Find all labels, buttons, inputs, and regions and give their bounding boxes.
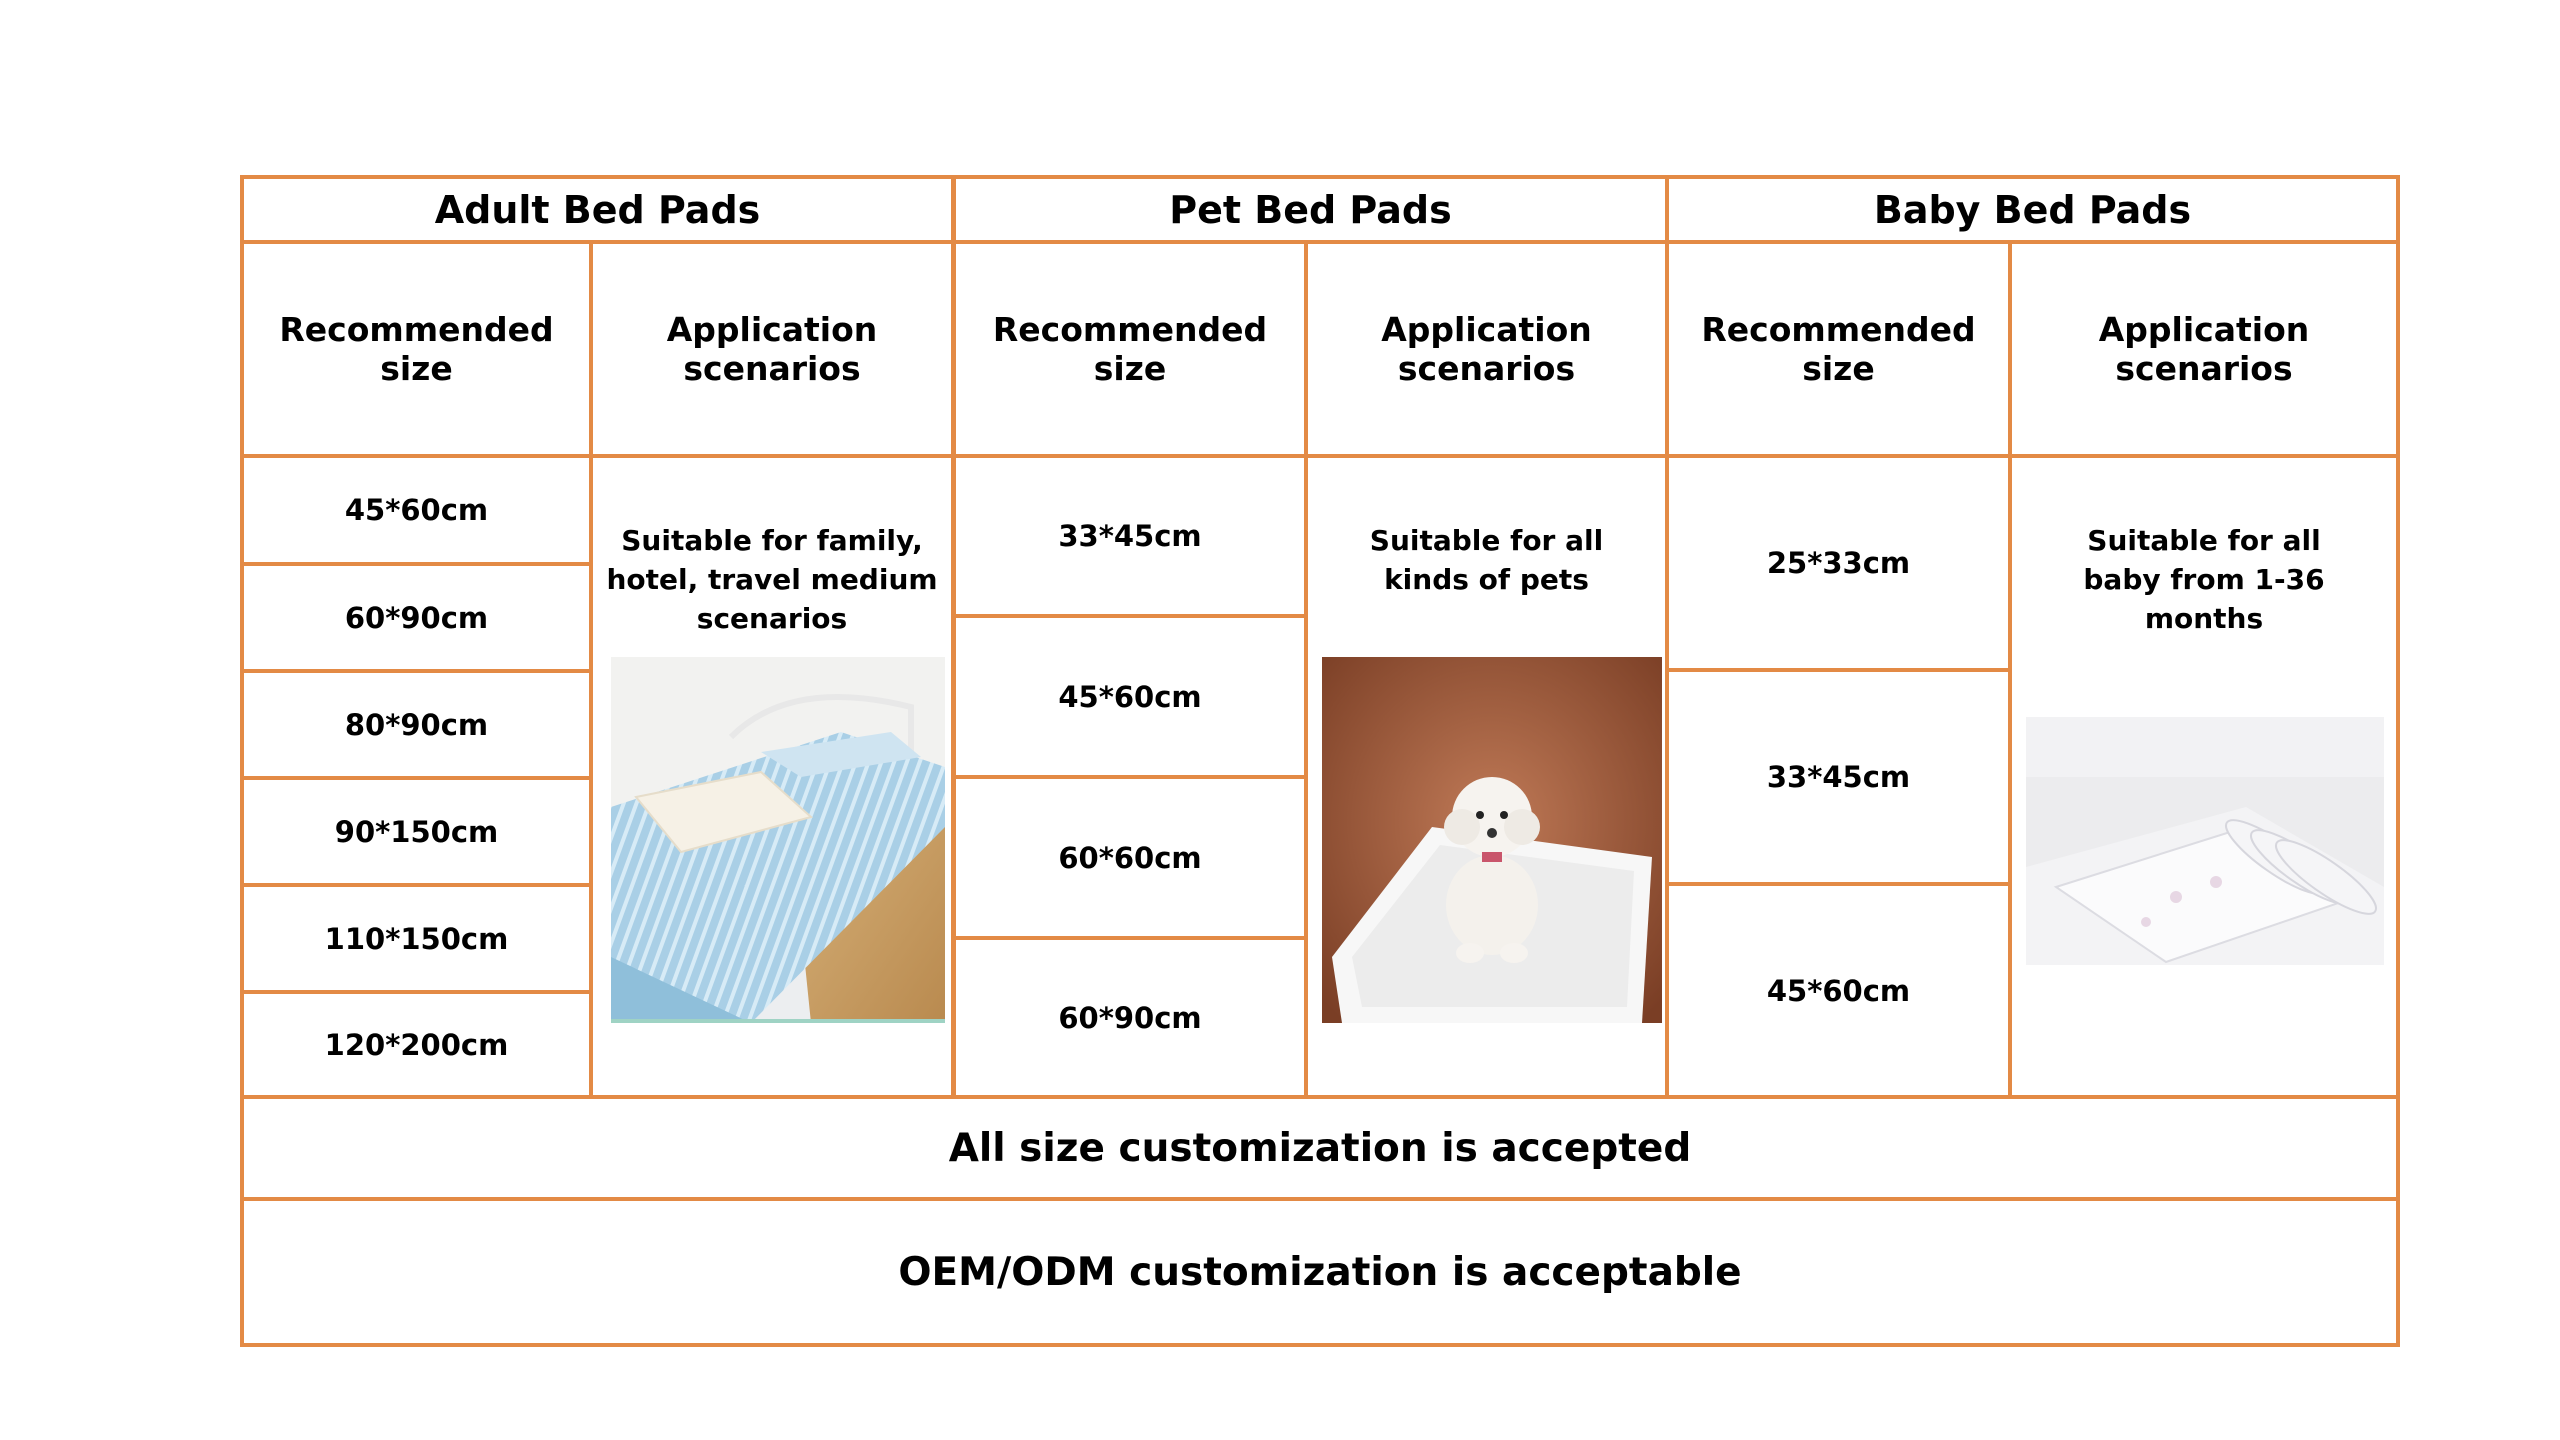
pet-size-header: Recommended size [992,310,1268,388]
adult-size-cell: 60*90cm [344,600,489,635]
pet-scenario-text: Suitable for all kinds of pets [1369,524,1604,596]
adult-scenario-text: Suitable for family, hotel, travel medium scenarios [606,524,938,635]
baby-size-cell: 25*33cm [1766,546,1911,580]
baby-scenario-header: Application scenarios [2098,310,2310,388]
pet-size-cell: 60*90cm [1058,1000,1202,1035]
adult-size-header: Recommended size [279,310,554,388]
pet-section-title: Pet Bed Pads [1169,187,1452,232]
size-customization-note: All size customization is accepted [948,1125,1692,1171]
hospital-bed-with-underpad-photo [611,657,945,1023]
oem-odm-note: OEM/ODM customization is acceptable [898,1249,1742,1295]
size-chart-table [240,175,2400,1347]
white-poodle-on-pad-photo [1322,657,1662,1023]
baby-section-title: Baby Bed Pads [1873,187,2192,232]
adult-section-title: Adult Bed Pads [434,187,761,232]
baby-size-header: Recommended size [1701,310,1976,388]
pet-size-cell: 60*60cm [1058,840,1202,875]
folded-baby-pads-photo [2026,717,2384,965]
pet-scenario-header: Application scenarios [1381,310,1592,388]
adult-size-cell: 120*200cm [324,1027,509,1062]
baby-size-cell: 45*60cm [1766,973,1911,1008]
adult-size-cell: 45*60cm [344,493,489,527]
adult-size-cell: 80*90cm [344,707,489,742]
adult-scenario-header: Application scenarios [666,310,878,388]
pet-size-cell: 33*45cm [1058,519,1202,553]
table-border-bottom [240,1343,2400,1347]
baby-size-cell: 33*45cm [1766,760,1911,794]
adult-size-cell: 90*150cm [334,814,499,849]
pet-size-cell: 45*60cm [1058,679,1202,714]
table-border-right [2396,175,2400,1347]
baby-scenario-text: Suitable for all baby from 1-36 months [2083,524,2325,635]
adult-size-cell: 110*150cm [324,921,509,956]
